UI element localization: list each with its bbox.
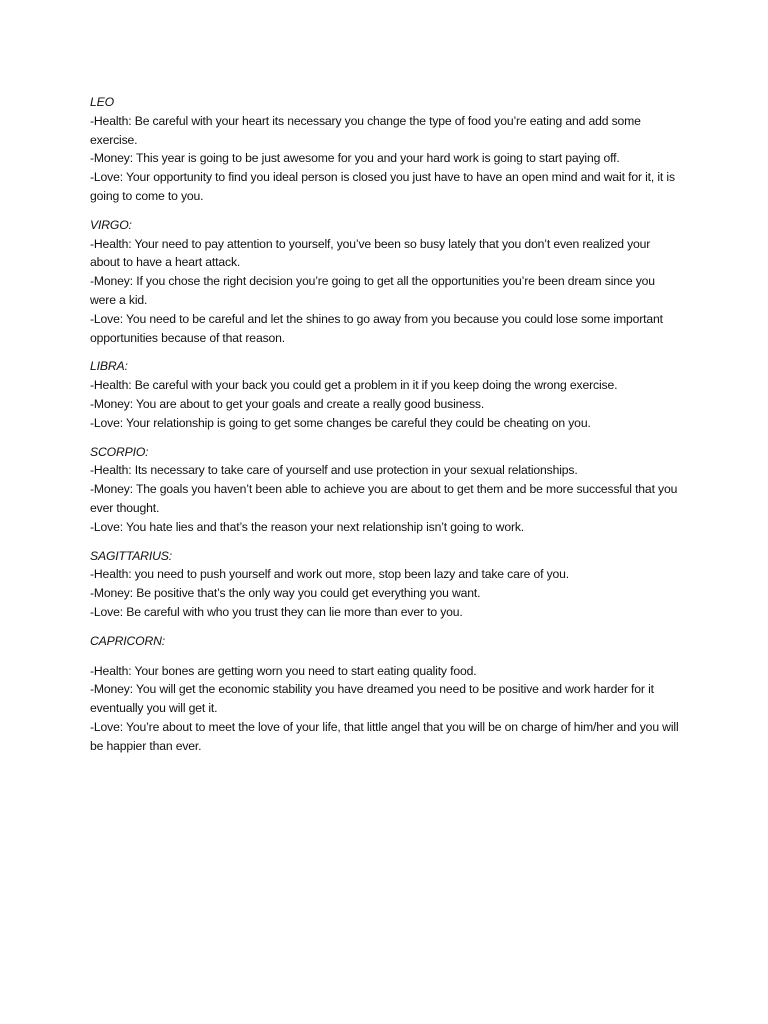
health-text: -Health: Your bones are getting worn you need to start eating quality food. (90, 663, 477, 678)
sign-title: SCORPIO: (90, 444, 149, 459)
health-text: -Health: Its necessary to take care of yourself and use protection in your sexual relationships. (90, 463, 578, 478)
money-text: -Money: You will get the economic stability you have dreamed you need to be positive and work harder for it eventually you will get it. (90, 682, 654, 716)
money-text: -Money: You are about to get your goals and create a really good business. (90, 396, 485, 411)
love-text: -Love: You need to be careful and let the shines to go away from you because you could lose some important opportunities because of that reason. (90, 311, 663, 345)
love-text: -Love: Your opportunity to find you ideal person is closed you just have to have an open mind and wait for it, it is going to come to you. (90, 170, 675, 203)
sign-section-sagittarius (90, 547, 680, 622)
money-text: -Money: If you chose the right decision you’re going to get all the opportunities you’re been dream since you were a kid. (90, 274, 655, 307)
money-text: -Money: This year is going to be just awesome for you and your hard work is going to start paying off. (90, 151, 620, 166)
sign-section-leo (90, 93, 680, 206)
horoscope-text (90, 93, 680, 766)
money-text: -Money: Be positive that’s the only way you could get everything you want. (90, 586, 481, 601)
love-text: -Love: You’re about to meet the love of your life, that little angel that you will be on charge of him/her and you will be happier than ever. (90, 719, 679, 753)
health-text: -Health: you need to push yourself and work out more, stop been lazy and take care of you. (90, 567, 570, 582)
health-text: -Health: Your need to pay attention to yourself, you’ve been so busy lately that you don’t even realized your about to have a heart attack. (90, 236, 651, 270)
sign-title: VIRGO: (90, 217, 132, 232)
love-text: -Love: Your relationship is going to get some changes be careful they could be cheating on you. (90, 415, 591, 430)
money-text: -Money: The goals you haven’t been able to achieve you are about to get them and be more successful that you ever thought. (90, 482, 678, 515)
sign-section-virgo (90, 216, 680, 348)
sign-title: CAPRICORN: (90, 633, 166, 648)
love-text: -Love: Be careful with who you trust they can lie more than ever to you. (90, 604, 463, 619)
health-text: -Health: Be careful with your heart its necessary you change the type of food you’re eating and add some exercise. (90, 113, 641, 147)
sign-title: SAGITTARIUS: (90, 548, 172, 563)
sign-title: LEO (90, 95, 114, 109)
love-text: -Love: You hate lies and that’s the reason your next relationship isn’t going to work. (90, 519, 525, 534)
sign-section-capricorn (90, 632, 680, 756)
health-text: -Health: Be careful with your back you could get a problem in it if you keep doing the wrong exercise. (90, 378, 618, 393)
sign-title: LIBRA: (90, 359, 128, 374)
sign-section-libra (90, 357, 680, 432)
sign-section-scorpio (90, 443, 680, 537)
